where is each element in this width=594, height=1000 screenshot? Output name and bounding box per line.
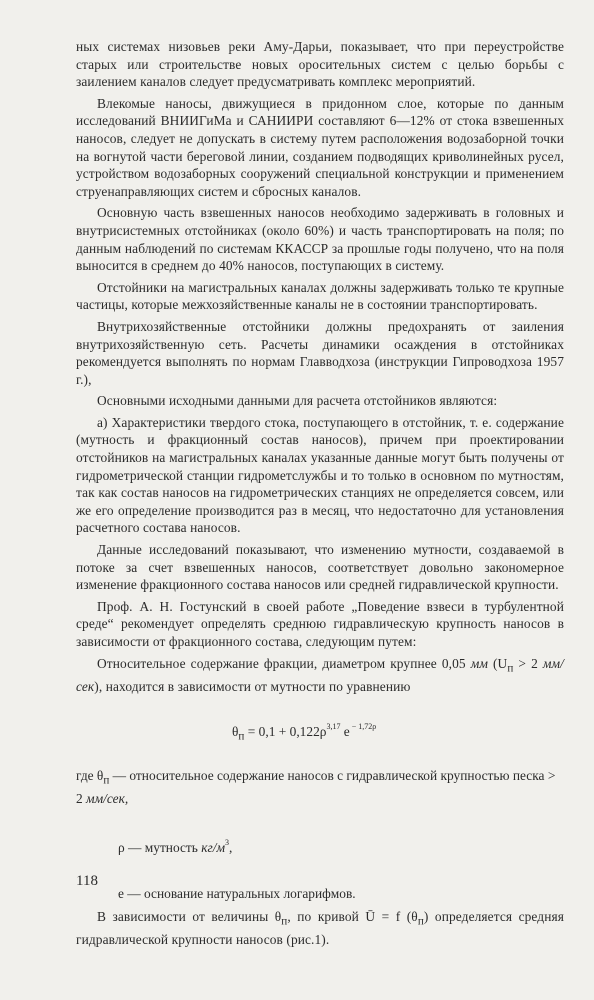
def-theta-sub: п <box>103 774 110 787</box>
paragraph-1: ных системах низовьев реки Аму-Дарьи, показывает, что при переустройстве старых или строительстве новых оросительных систем с целью борьбы с заилением каналов следует предусматривать комплекс мероприятий. <box>76 39 564 90</box>
def-rho-symbol: ρ <box>118 839 125 855</box>
paragraph-last <box>76 908 564 949</box>
last-p2: , по кривой Ū = f (θ <box>287 909 418 925</box>
formula-exp2: − 1,72ρ <box>349 722 377 732</box>
paragraph-8: Данные исследований показывают, что изменению мутности, создаваемой в потоке за счет взвешенных наносов, соответствует довольно закономерное изменение фракционного состава наносов или средней гидравлической крупности. <box>76 542 564 593</box>
definition-theta <box>76 767 564 808</box>
p10-text-b: (U <box>493 655 508 671</box>
paragraph-6: Основными исходными данными для расчета отстойников являются: <box>97 393 498 409</box>
def-theta-unit: мм/сек, <box>86 791 129 807</box>
definition-e: е — основание натуральных логарифмов. <box>118 885 356 901</box>
last-p3: ) определяется средняя гидравлической крупности наносов (рис.1). <box>76 909 564 948</box>
def-rho-unit-exp: 3 <box>225 837 230 847</box>
p10-text-a: Относительное содержание фракции, диаметром крупнее 0,05 <box>97 655 466 671</box>
p10-unit-mmsec: мм/сек <box>76 655 565 694</box>
p10-unit-mm: мм <box>470 655 488 671</box>
def-theta-prefix: где θ <box>76 768 104 784</box>
definition-rho <box>76 834 564 857</box>
def-theta-text: — относительное содержание наносов с гидравлической крупностью песка > 2 <box>76 768 556 807</box>
p10-text-c: ), находится в зависимости от мутности по уравнению <box>94 678 411 694</box>
formula-lhs: θ <box>232 724 239 740</box>
paragraph-5: Внутрихозяйственные отстойники должны предохранять от заиления внутрихозяйственную сеть. Расчеты динамики осаждения в отстойниках рекомендуется выполнять по нормам Главводхоза (инструкции Гипроводхоза 1957 г.), <box>76 318 564 387</box>
paragraph-2: Влекомые наносы, движущиеся в придонном слое, которые по данным исследований ВНИИГиМа и САНИИРИ составляют 6—12% от стока взвешенных наносов, следует не допускать в систему путем расположения водозаборной точки на вогнутой части береговой линии, созданием подводящих криволинейных русел, устройством водозаборных сооружений специальной конструкции и применением струенаправляющих систем и сбросных каналов. <box>76 95 564 199</box>
last-p1: В зависимости от величины θ <box>97 909 282 925</box>
last-sub2: п <box>417 915 424 928</box>
p10-gt: > 2 <box>513 655 543 671</box>
p10-sub-n: п <box>507 662 514 675</box>
def-rho-tail: , <box>229 839 233 855</box>
def-rho-text: — мутность <box>124 839 202 855</box>
def-rho-unit: кг/м <box>201 839 226 855</box>
formula-e: e <box>340 724 350 740</box>
formula-theta <box>76 717 564 747</box>
paragraph-10 <box>76 655 564 696</box>
page-number: 118 <box>76 873 98 889</box>
paragraph-3: Основную часть взвешенных наносов необходимо задерживать в головных и внутрисистемных отстойниках (около 60%) и часть транспортировать на поля; по данным наблюдений по системам ККАССР за прошлые годы получено, что на поля выносится в среднем до 40% наносов, поступающих в систему. <box>76 205 564 274</box>
last-sub1: п <box>281 915 288 928</box>
paragraph-4: Отстойники на магистральных каналах должны задерживать только те крупные частицы, которые межхозяйственные каналы не в состоянии транспортировать. <box>76 279 564 313</box>
formula-lhs-sub: п <box>238 731 245 744</box>
formula-exp1: 3,17 <box>326 722 341 732</box>
paragraph-9: Проф. А. Н. Гостунский в своей работе „Поведение взвеси в турбулентной среде“ рекомендует определять среднюю гидравлическую крупность наносов в зависимости от фракционного состава, следующим путем: <box>76 598 564 649</box>
formula-eq: = 0,1 + 0,122ρ <box>244 724 327 740</box>
paragraph-7: а) Характеристики твердого стока, поступающего в отстойник, т. е. содержание (мутность и фракционный состав наносов), причем при проектировании отстойников на магистральных каналах указанные данные могут быть получены от гидрометрической станции гидрометслужбы и то только в основном по мутностям, так как состав наносов на гидрометрических станциях не определяется совсем, или же его определение производится раз в месяц, что недостаточно для установления расчетного состава наносов. <box>76 414 564 536</box>
